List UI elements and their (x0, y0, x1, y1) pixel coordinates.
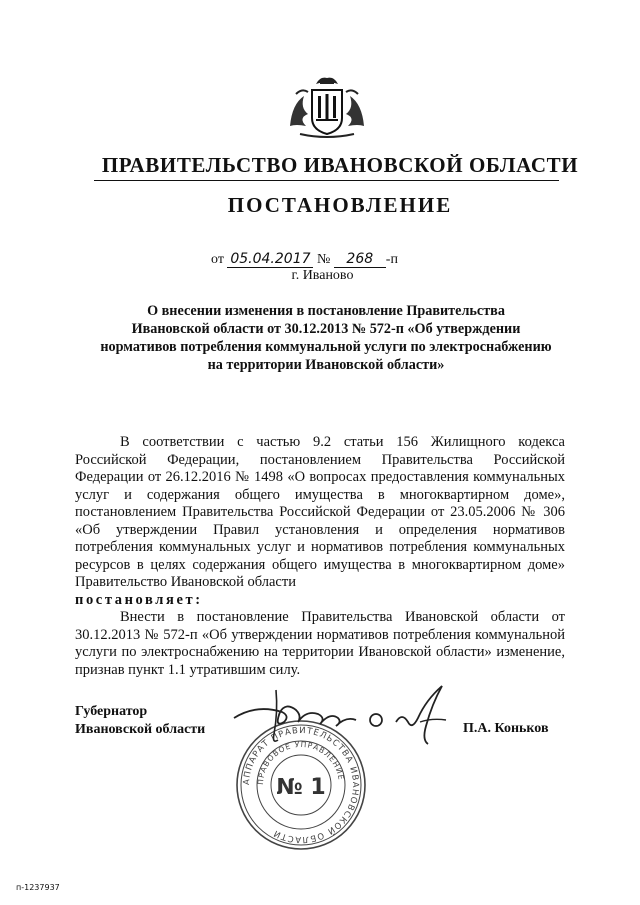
number-prefix: № (316, 252, 331, 267)
signatory-name: П.А. Коньков (463, 721, 549, 736)
handwritten-date: 05.04.2017 (227, 251, 313, 268)
signatory-title-line: Губернатор (75, 704, 148, 719)
decree-body (75, 434, 565, 679)
subject-line: на территории Ивановской области» (207, 357, 445, 373)
document-type-heading: ПОСТАНОВЛЕНИЕ (227, 193, 453, 217)
date-number-line (211, 251, 398, 268)
footer-code: п-1237937 (16, 883, 60, 892)
subject-line: нормативов потребления коммунальной услуги по электроснабжению (100, 339, 552, 355)
decree-word: постановляет: (75, 591, 203, 608)
handwritten-signature (226, 682, 458, 752)
city-line: г. Иваново (291, 268, 354, 283)
number-suffix: -п (385, 252, 398, 267)
signatory-title-line: Ивановской области (75, 722, 206, 737)
subject-line: Ивановской области от 30.12.2013 № 572-п «Об утверждении (131, 321, 521, 337)
date-prefix: от (211, 252, 224, 267)
coat-of-arms-emblem (286, 74, 368, 140)
stamp-inner-text: ПРАВОВОЕ УПРАВЛЕНИЕ (255, 739, 346, 786)
title-underline (94, 180, 559, 181)
decree-subject (88, 302, 564, 374)
subject-line: О внесении изменения в постановление Правительства (147, 303, 505, 319)
stamp-ring-text: АППАРАТ ПРАВИТЕЛЬСТВА ИВАНОВСКОЙ ОБЛАСТИ (241, 725, 361, 845)
stamp-number: № 1 (276, 775, 326, 800)
body-paragraph: Внести в постановление Правительства Ивановской области от 30.12.2013 № 572-п «Об утверждении нормативов потребления коммунальной услуги по электроснабжению на территории Ивановской области» изменение, признав пункт 1.1 утратившим силу. (75, 609, 565, 678)
handwritten-number: 268 (334, 251, 386, 268)
signatory-title (75, 703, 205, 739)
body-paragraph: В соответствии с частью 9.2 статьи 156 Жилищного кодекса Российской Федерации, постановлением Правительства Российской Федерации от 26.12.2016 № 1498 «О вопросах предоставления коммунальных услуг и содержания общего имущества в многоквартирном доме», постановлением Правительства Российской Федерации от 23.05.2006 № 306 «Об утверждении Правил установления и определения нормативов потребления коммунальных услуг и нормативов потребления коммунальных ресурсов в целях содержания общего имущества в многоквартирном доме» Правительство Ивановской области (75, 434, 565, 590)
government-title: ПРАВИТЕЛЬСТВО ИВАНОВСКОЙ ОБЛАСТИ (101, 153, 579, 177)
